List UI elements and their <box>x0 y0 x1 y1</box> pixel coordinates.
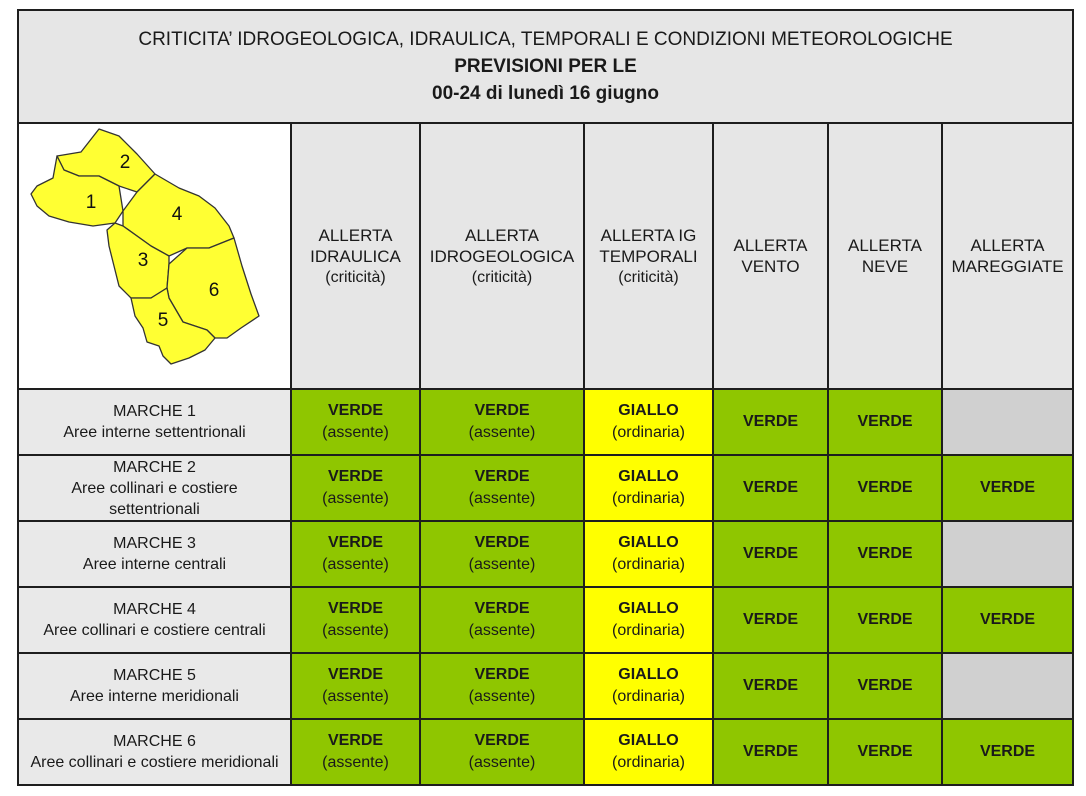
alert-cell-temporali <box>584 521 713 587</box>
alert-level: GIALLO <box>618 468 679 485</box>
alert-cell-mareggiate <box>942 653 1073 719</box>
alert-level: VERDE <box>474 666 530 683</box>
bulletin-date: 00-24 di lunedì 16 giugno <box>432 83 659 104</box>
alert-level: VERDE <box>474 534 530 551</box>
alert-cell-idrogeologica <box>420 587 584 653</box>
alert-level: VERDE <box>742 611 799 628</box>
criticality-label: (assente) <box>468 424 536 441</box>
alert-cell-idraulica <box>291 719 420 785</box>
alert-cell-idraulica <box>291 587 420 653</box>
alert-cell-mareggiate <box>942 389 1073 455</box>
alert-cell-temporali <box>584 587 713 653</box>
criticality-label: (ordinaria) <box>612 556 685 573</box>
alert-level: VERDE <box>742 677 799 694</box>
alert-cell-idrogeologica <box>420 455 584 521</box>
zone-name: MARCHE 2 <box>113 458 196 476</box>
table-row <box>18 719 1073 785</box>
alert-cell-temporali <box>584 653 713 719</box>
zone-label-cell <box>18 455 291 521</box>
alert-level: VERDE <box>327 600 384 617</box>
alert-level: VERDE <box>327 666 384 683</box>
alert-cell-vento <box>713 389 828 455</box>
alert-cell-mareggiate <box>942 521 1073 587</box>
criticality-label: (assente) <box>468 622 536 639</box>
map-label-3: 3 <box>137 250 149 271</box>
zone-description: Aree interne centrali <box>82 556 227 573</box>
criticality-label: (assente) <box>322 622 389 639</box>
zone-description: settentrionali <box>109 500 200 518</box>
alert-cell-vento <box>713 455 828 521</box>
zone-name: MARCHE 3 <box>113 535 196 552</box>
criticality-label: (assente) <box>468 754 536 771</box>
alert-table <box>17 9 1074 786</box>
alert-level: VERDE <box>857 545 913 562</box>
zone-label-cell <box>18 653 291 719</box>
map-label-6: 6 <box>208 280 220 301</box>
criticality-label: (assente) <box>468 490 536 507</box>
alert-cell-idraulica <box>291 389 420 455</box>
col-header-temporali: ALLERTA IG TEMPORALI (criticità) <box>584 123 713 389</box>
alert-level: GIALLO <box>618 402 679 419</box>
criticality-label: (ordinaria) <box>612 754 685 771</box>
alert-cell-vento <box>713 521 828 587</box>
zone-label-cell <box>18 587 291 653</box>
criticality-label: (assente) <box>322 490 389 507</box>
table-row <box>18 587 1073 653</box>
alert-level: GIALLO <box>618 666 679 683</box>
marche-zone-map <box>19 126 288 386</box>
zone-name: MARCHE 4 <box>113 601 196 618</box>
zone-map-cell <box>18 123 291 389</box>
alert-cell-neve <box>828 653 942 719</box>
zone-label-cell <box>18 521 291 587</box>
alert-level: VERDE <box>742 743 799 760</box>
criticality-label: (assente) <box>322 754 389 771</box>
criticality-label: (ordinaria) <box>612 622 685 639</box>
criticality-label: (ordinaria) <box>612 688 685 705</box>
table-row <box>18 455 1073 521</box>
alert-level: VERDE <box>327 468 384 485</box>
alert-cell-temporali <box>584 389 713 455</box>
zone-description: Aree collinari e costiere <box>71 479 238 497</box>
criticality-label: (assente) <box>322 688 389 705</box>
alert-cell-idrogeologica <box>420 389 584 455</box>
alert-cell-idraulica <box>291 521 420 587</box>
alert-cell-idraulica <box>291 653 420 719</box>
zone-name: MARCHE 6 <box>113 733 196 750</box>
alert-level: GIALLO <box>618 600 679 617</box>
alert-level: VERDE <box>857 479 913 496</box>
criticality-label: (ordinaria) <box>612 424 685 441</box>
alert-level: VERDE <box>857 743 913 760</box>
table-row <box>18 389 1073 455</box>
bulletin-title: CRITICITA’ IDROGEOLOGICA, IDRAULICA, TEMPORALI E CONDIZIONI METEOROLOGICHE <box>138 29 953 50</box>
alert-cell-temporali <box>584 719 713 785</box>
alert-level: VERDE <box>474 732 530 749</box>
zone-label-cell <box>18 719 291 785</box>
table-row <box>18 653 1073 719</box>
zone-name: MARCHE 5 <box>113 667 196 684</box>
map-label-1: 1 <box>85 192 97 213</box>
alert-cell-idrogeologica <box>420 521 584 587</box>
alert-level: VERDE <box>327 732 384 749</box>
alert-cell-mareggiate <box>942 719 1073 785</box>
bulletin-header <box>18 10 1073 123</box>
alert-cell-neve <box>828 719 942 785</box>
map-label-4: 4 <box>171 204 183 225</box>
alert-cell-idraulica <box>291 455 420 521</box>
map-label-2: 2 <box>119 152 131 173</box>
criticality-label: (assente) <box>322 424 389 441</box>
alert-level: VERDE <box>474 402 530 419</box>
alert-cell-neve <box>828 521 942 587</box>
alert-level: VERDE <box>742 545 799 562</box>
alert-level: GIALLO <box>618 534 679 551</box>
alert-level: VERDE <box>979 479 1036 496</box>
alert-cell-idrogeologica <box>420 653 584 719</box>
criticality-label: (assente) <box>468 556 536 573</box>
alert-cell-neve <box>828 455 942 521</box>
alert-level: VERDE <box>979 611 1036 628</box>
alert-cell-mareggiate <box>942 455 1073 521</box>
alert-level: VERDE <box>979 743 1036 760</box>
zone-label-cell <box>18 389 291 455</box>
zone-description: Aree interne meridionali <box>70 688 239 705</box>
alert-cell-neve <box>828 587 942 653</box>
zone-rows <box>18 389 1073 785</box>
col-header-neve: ALLERTA NEVE <box>828 123 942 389</box>
table-row <box>18 521 1073 587</box>
col-header-idrogeologica: ALLERTA IDROGEOLOGICA (criticità) <box>420 123 584 389</box>
col-header-vento: ALLERTA VENTO <box>713 123 828 389</box>
zone-description: Aree interne settentrionali <box>63 424 246 441</box>
alert-cell-neve <box>828 389 942 455</box>
zone-name: MARCHE 1 <box>113 403 196 420</box>
alert-level: VERDE <box>327 402 384 419</box>
col-header-mareggiate: ALLERTA MAREGGIATE <box>942 123 1073 389</box>
alert-level: VERDE <box>742 413 799 430</box>
alert-level: VERDE <box>857 413 913 430</box>
alert-level: VERDE <box>474 468 530 485</box>
alert-level: VERDE <box>742 479 799 496</box>
alert-level: VERDE <box>857 677 913 694</box>
alert-cell-idrogeologica <box>420 719 584 785</box>
alert-level: VERDE <box>327 534 384 551</box>
criticality-label: (ordinaria) <box>612 490 685 507</box>
map-label-5: 5 <box>157 310 169 331</box>
zone-description: Aree collinari e costiere meridionali <box>30 754 279 771</box>
alert-cell-vento <box>713 719 828 785</box>
alert-level: VERDE <box>857 611 913 628</box>
alert-level: VERDE <box>474 600 530 617</box>
alert-cell-temporali <box>584 455 713 521</box>
criticality-label: (assente) <box>468 688 536 705</box>
alert-cell-mareggiate <box>942 587 1073 653</box>
bulletin-subtitle: PREVISIONI PER LE <box>454 56 637 77</box>
alert-cell-vento <box>713 653 828 719</box>
zone-description: Aree collinari e costiere centrali <box>43 622 266 639</box>
alert-cell-vento <box>713 587 828 653</box>
col-header-idraulica: ALLERTA IDRAULICA (criticità) <box>291 123 420 389</box>
alert-level: GIALLO <box>618 732 679 749</box>
criticality-label: (assente) <box>322 556 389 573</box>
